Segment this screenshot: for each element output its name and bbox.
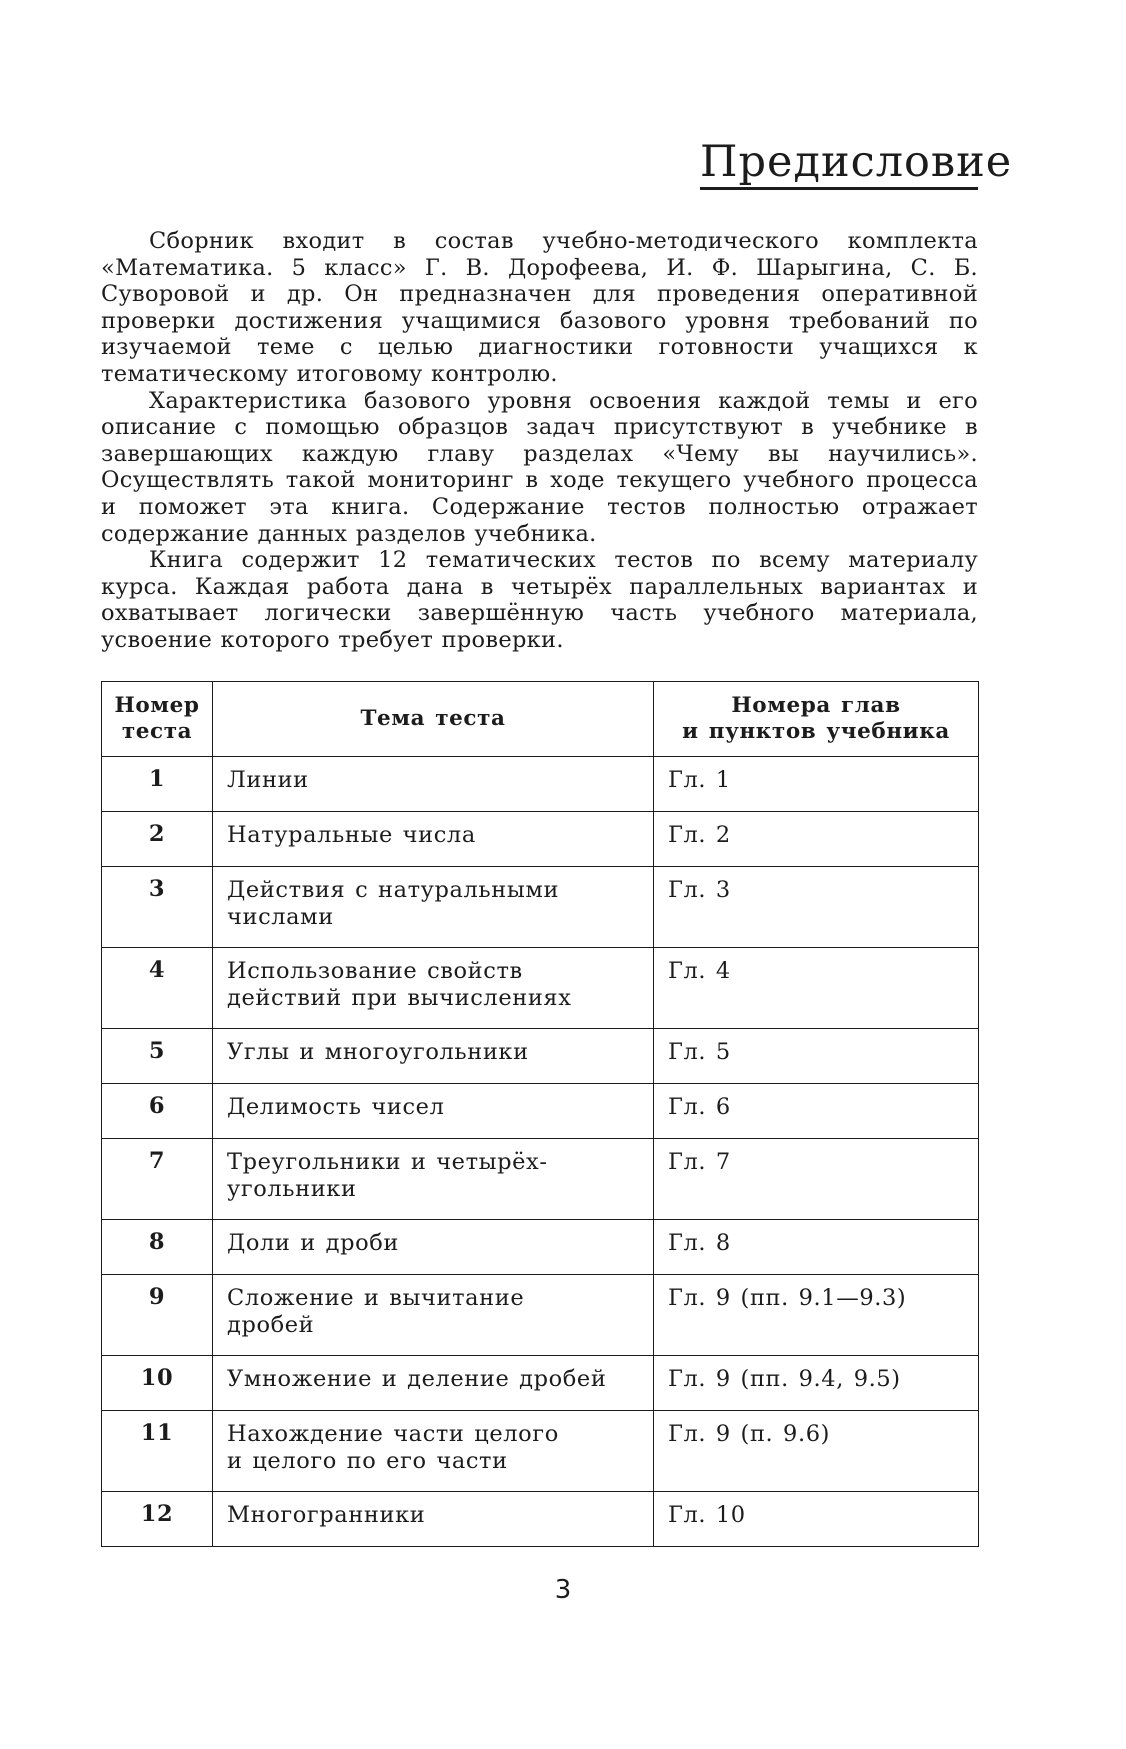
test-chapters: Гл. 10: [654, 1492, 979, 1547]
table-row: [102, 1492, 979, 1547]
test-topic-line: действий при вычислениях: [227, 984, 572, 1011]
table-row: [102, 1084, 979, 1139]
table-row: [102, 1029, 979, 1084]
test-chapters: Гл. 7: [654, 1139, 979, 1220]
table-row: [102, 1220, 979, 1275]
test-number: 7: [102, 1139, 213, 1220]
test-chapters: Гл. 9 (п. 9.6): [654, 1411, 979, 1492]
table-row: [102, 1356, 979, 1411]
table-header-row: [102, 682, 979, 757]
paragraph: Характеристика базового уровня освоения каждой темы и его описание с помощью образцов задач присутствуют в учебнике в завершающих каждую главу разделах «Чему вы научились». Осуществлять такой мониторинг в ходе текущего учебного процесса и поможет эта книга. Содержание тестов полностью отражает содержание данных разделов учебника.: [101, 387, 978, 547]
test-topic: [213, 1275, 654, 1356]
table-row: [102, 812, 979, 867]
test-topic-line: Действия с натуральными: [227, 877, 560, 903]
test-chapters: Гл. 8: [654, 1220, 979, 1275]
test-topic-line: Использование свойств: [227, 958, 523, 984]
test-topic-line: Умножение и деление дробей: [227, 1366, 607, 1392]
test-chapters: Гл. 2: [654, 812, 979, 867]
test-topic: [213, 757, 654, 812]
tests-table: [101, 681, 979, 1547]
header-number-line: теста: [121, 719, 193, 744]
test-topic: [213, 1139, 654, 1220]
table-row: [102, 1411, 979, 1492]
test-topic-line: угольники: [227, 1175, 357, 1202]
table-row: [102, 867, 979, 948]
test-topic-line: Многогранники: [227, 1502, 426, 1528]
page-number: 3: [554, 1575, 572, 1605]
test-number: 8: [102, 1220, 213, 1275]
test-topic-line: Натуральные числа: [227, 822, 476, 848]
paragraph: Сборник входит в состав учебно-методического комплекта «Математика. 5 класс» Г. В. Дорофеева, И. Ф. Шарыгина, С. Б. Суворовой и др. Он предназначен для проведения оперативной проверки достижения учащимися базового уровня требований по изучаемой теме с целью диагностики готовности учащихся к тематическому итоговому контролю.: [101, 228, 978, 387]
page-title: Предисловие: [700, 137, 1013, 187]
test-number: 11: [102, 1411, 213, 1492]
test-chapters: Гл. 6: [654, 1084, 979, 1139]
table-row: [102, 1139, 979, 1220]
table-body: [102, 757, 979, 1547]
header-chapters-line: Номера глав: [731, 693, 901, 718]
test-number: 12: [102, 1492, 213, 1547]
test-number: 5: [102, 1029, 213, 1084]
test-topic-line: Треугольники и четырёх-: [227, 1149, 548, 1175]
header-number: [102, 682, 213, 757]
table-row: [102, 757, 979, 812]
test-number: 3: [102, 867, 213, 948]
test-chapters: Гл. 9 (пп. 9.1—9.3): [654, 1275, 979, 1356]
test-topic-line: Делимость чисел: [227, 1094, 445, 1120]
test-chapters: Гл. 9 (пп. 9.4, 9.5): [654, 1356, 979, 1411]
test-chapters: Гл. 5: [654, 1029, 979, 1084]
test-topic: [213, 948, 654, 1029]
test-topic-line: Сложение и вычитание: [227, 1285, 525, 1311]
test-topic: [213, 1220, 654, 1275]
test-topic-line: Линии: [227, 767, 309, 793]
test-number: 9: [102, 1275, 213, 1356]
test-chapters: Гл. 3: [654, 867, 979, 948]
test-topic-line: Нахождение части целого: [227, 1421, 559, 1447]
test-topic-line: и целого по его части: [227, 1447, 508, 1474]
test-topic-line: дробей: [227, 1311, 315, 1338]
test-chapters: Гл. 4: [654, 948, 979, 1029]
paragraph: Книга содержит 12 тематических тестов по всему материалу курса. Каждая работа дана в четырёх параллельных вариантах и охватывает логически завершённую часть учебного материала, усвоение которого требует проверки.: [101, 547, 978, 653]
test-topic-line: числами: [227, 903, 334, 930]
test-topic: [213, 812, 654, 867]
test-topic: [213, 1492, 654, 1547]
test-topic: [213, 1356, 654, 1411]
header-number-line: Номер: [114, 693, 200, 718]
test-number: 10: [102, 1356, 213, 1411]
test-topic-line: Углы и многоугольники: [227, 1039, 529, 1065]
test-number: 2: [102, 812, 213, 867]
test-number: 4: [102, 948, 213, 1029]
header-topic: Тема теста: [213, 682, 654, 757]
table-row: [102, 948, 979, 1029]
test-topic-line: Доли и дроби: [227, 1230, 399, 1256]
table-row: [102, 1275, 979, 1356]
test-chapters: Гл. 1: [654, 757, 979, 812]
test-topic: [213, 867, 654, 948]
test-topic: [213, 1411, 654, 1492]
test-number: 6: [102, 1084, 213, 1139]
header-chapters-line: и пунктов учебника: [682, 719, 950, 744]
test-topic: [213, 1084, 654, 1139]
header-chapters: [654, 682, 979, 757]
preface-text: [101, 228, 978, 654]
test-number: 1: [102, 757, 213, 812]
test-topic: [213, 1029, 654, 1084]
title-underline: [700, 187, 978, 190]
